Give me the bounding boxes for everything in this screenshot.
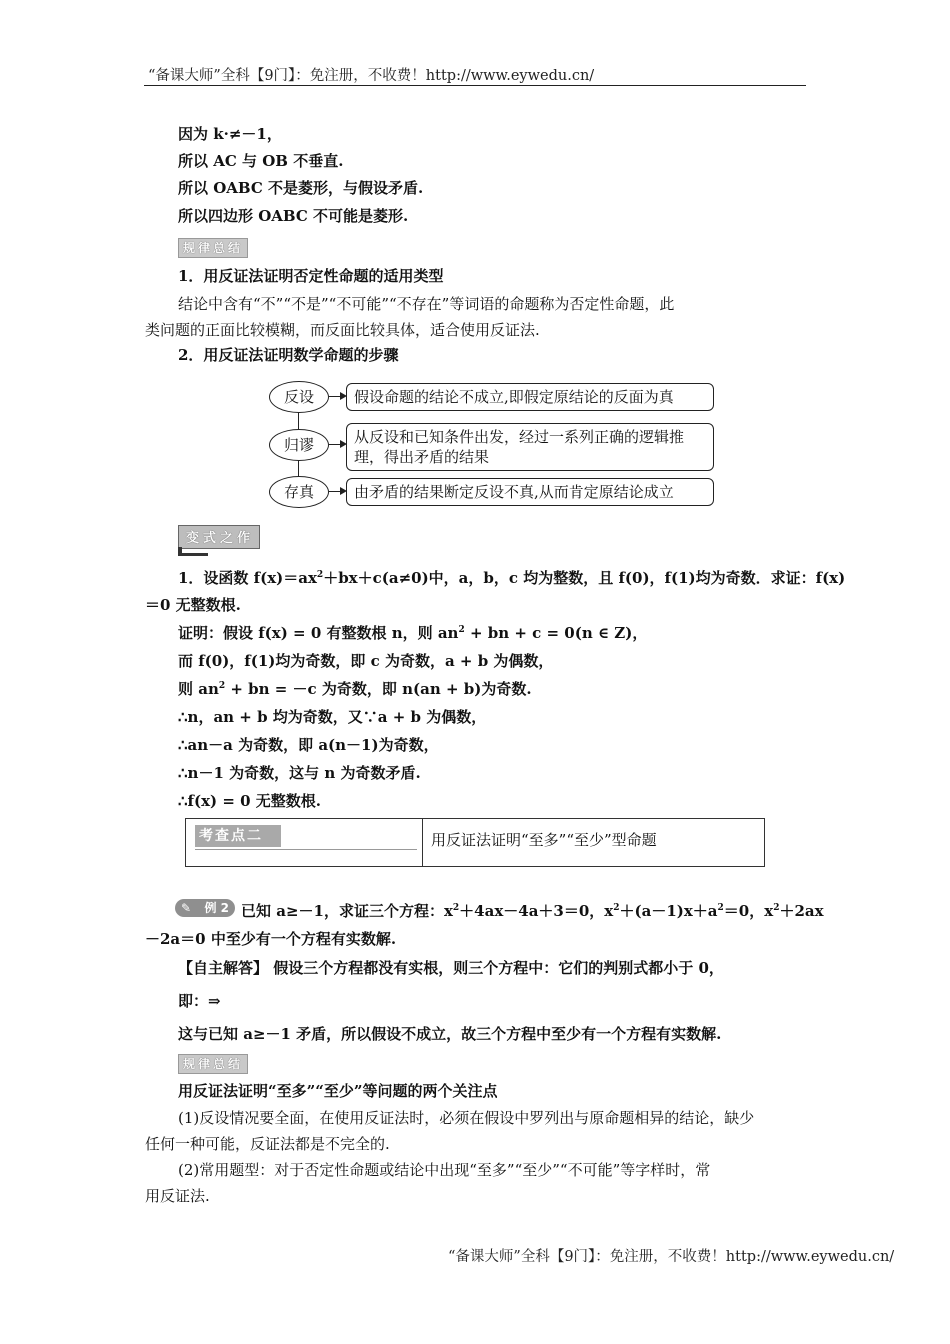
summary1-para-line-1: 结论中含有“不”“不是”“不可能”“不存在”等词语的命题称为否定性命题，此 <box>178 295 675 313</box>
exercise-proof-line-3: 则 $an^2$ + bn = －c 为奇数，即 n(an + b)为奇数. <box>178 680 532 698</box>
flow-step-1-label: 反设 <box>269 381 329 413</box>
summary2-point-1-line-1: (1)反设情况要全面，在使用反证法时，必须在假设中罗列出与原命题相异的结论，缺少 <box>178 1109 755 1127</box>
proof-line-4: 所以四边形 OABC 不可能是菱形. <box>178 207 409 225</box>
summary2-heading: 用反证法证明“至多”“至少”等问题的两个关注点 <box>178 1082 498 1100</box>
topic-tag-underline <box>195 849 417 850</box>
flow-step-1-desc: 假设命题的结论不成立,即假定原结论的反面为真 <box>346 383 714 411</box>
exercise-proof-line-2: 而 f(0)，f(1)均为奇数，即 c 为奇数，a + b 为偶数， <box>178 652 554 670</box>
pencil-icon: ✎ <box>181 901 192 915</box>
flow-step-3-label: 存真 <box>269 476 329 508</box>
page-footer: “备课大师”全科【9门】：免注册，不收费！http://www.eywedu.cn/ <box>448 1249 895 1265</box>
example-2-tag: ✎ 例 2 <box>175 899 235 917</box>
flow-arrow-1 <box>329 396 345 397</box>
topic-box-title: 用反证法证明“至多”“至少”型命题 <box>431 831 657 849</box>
header-divider <box>144 85 806 86</box>
variant-exercise-tag: 变式之作 <box>178 525 262 555</box>
flow-step-3-desc: 由矛盾的结果断定反设不真,从而肯定原结论成立 <box>346 478 714 506</box>
exercise-question-line-2: ＝0 无整数根. <box>145 596 241 614</box>
summary1-para-line-2: 类问题的正面比较模糊，而反面比较具体，适合使用反证法. <box>145 321 540 339</box>
exercise-proof-line-4: ∴n，an + b 均为奇数，又∵a + b 为偶数， <box>178 708 487 726</box>
example-2-answer-line-1: 【自主解答】 假设三个方程都没有实根，则三个方程中：它们的判别式都小于 0， <box>178 959 724 977</box>
proof-line-3: 所以 OABC 不是菱形，与假设矛盾. <box>178 179 424 197</box>
exercise-proof-line-5: ∴an－a 为奇数，即 a(n－1)为奇数， <box>178 736 439 754</box>
exercise-proof-line-6: ∴n－1 为奇数，这与 n 为奇数矛盾. <box>178 764 421 782</box>
flow-step-2-desc-line-1: 从反设和已知条件出发，经过一系列正确的逻辑推 <box>354 428 685 446</box>
summary2-point-1-line-2: 任何一种可能，反证法都是不完全的. <box>145 1135 390 1153</box>
exercise-proof-line-1: 证明：假设 f(x) = 0 有整数根 n，则 $an^2$ + bn + c = 0(n ∈ Z)， <box>178 624 648 642</box>
flow-arrow-2 <box>329 444 345 445</box>
summary1-heading-2: 2．用反证法证明数学命题的步骤 <box>178 346 399 364</box>
summary2-point-2-line-1: (2)常用题型：对于否定性命题或结论中出现“至多”“至少”“不可能”等字样时，常 <box>178 1161 711 1179</box>
topic-tag: 考查点二 <box>195 825 281 847</box>
page-header: “备课大师”全科【9门】：免注册，不收费！http://www.eywedu.cn/ <box>148 68 595 84</box>
summary1-heading-1: 1．用反证法证明否定性命题的适用类型 <box>178 267 444 285</box>
example-2-answer-line-3: 这与已知 a≥－1 矛盾，所以假设不成立，故三个方程中至少有一个方程有实数解. <box>178 1025 722 1043</box>
example-2-question-line-1: 已知 a≥－1，求证三个方程：$x^2+4ax-4a+3=0$，$x^2+(a-1)x+a^2=0$，$x^2+2ax$ <box>241 902 824 920</box>
proof-line-2: 所以 AC 与 OB 不垂直. <box>178 152 344 170</box>
exercise-proof-line-7: ∴f(x) = 0 无整数根. <box>178 792 322 810</box>
summary-tag-1: 规律总结 <box>178 238 248 258</box>
example-2-question-line-2: －2a＝0 中至少有一个方程有实数解. <box>145 930 397 948</box>
flow-step-2-desc <box>346 423 714 471</box>
flow-step-2-label: 归谬 <box>269 429 329 461</box>
example-2-answer-line-2: 即：⇒ <box>178 992 221 1010</box>
exercise-question-line-1: 1．设函数 $f(x)=ax^2+bx+c(a\ne 0)$中，a，b，c 均为整数，且 f(0)，f(1)均为奇数．求证：f(x) <box>178 569 846 587</box>
flow-arrow-3 <box>329 491 345 492</box>
proof-line-1: 因为 k·≠－1， <box>178 125 282 143</box>
flow-step-2-desc-line-2: 理，得出矛盾的结果 <box>354 448 490 466</box>
summary-tag-2: 规律总结 <box>178 1054 248 1074</box>
summary2-point-2-line-2: 用反证法. <box>145 1187 210 1205</box>
